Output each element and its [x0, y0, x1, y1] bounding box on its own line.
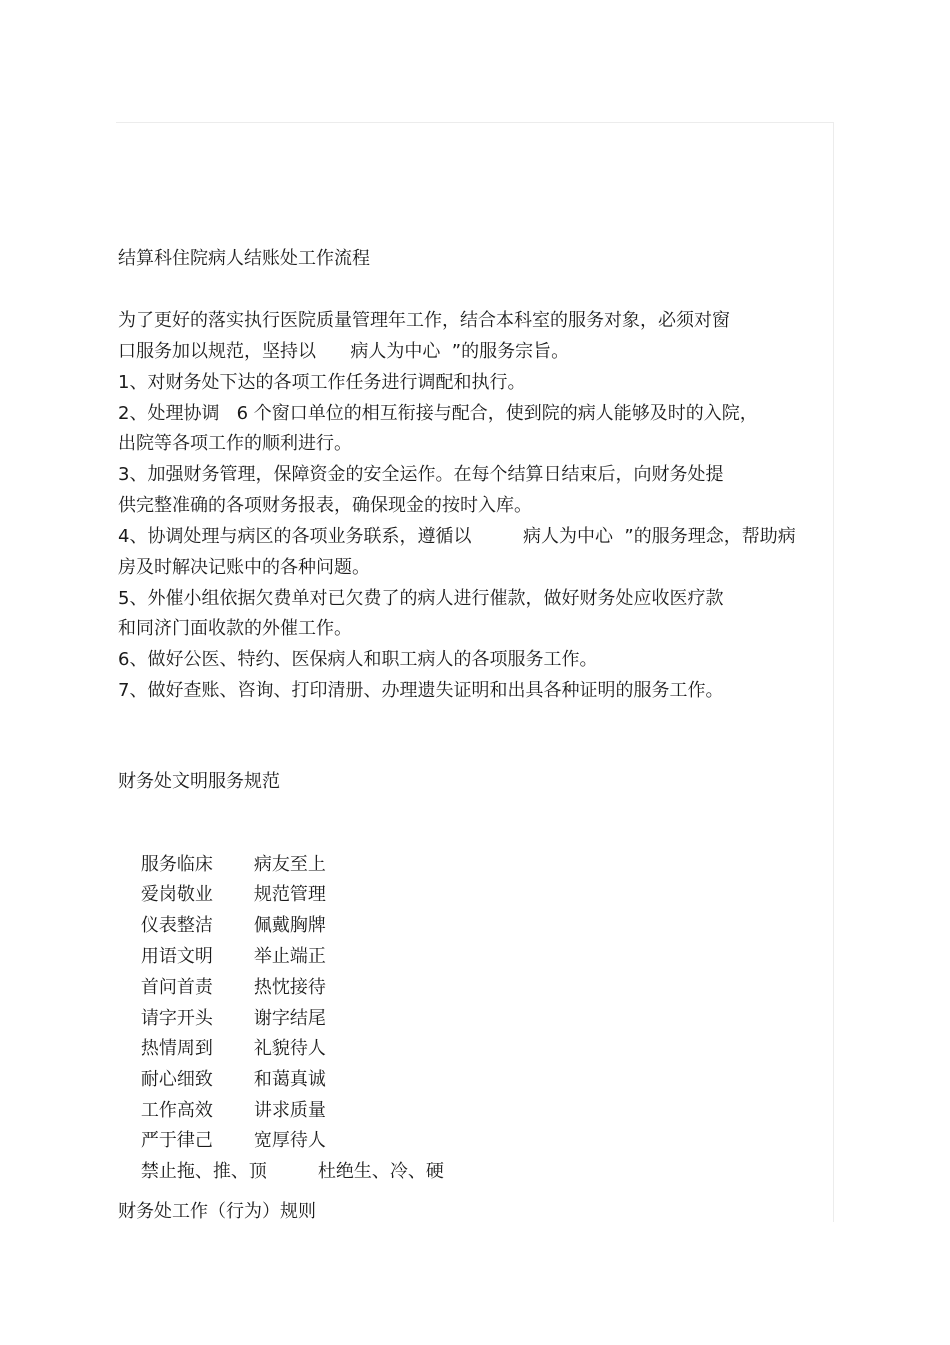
standard-left: 仪表整洁 — [140, 915, 213, 936]
standard-right: 规范管理 — [253, 884, 326, 905]
workflow-item-1: 1、对财务处下达的各项工作任务进行调配和执行。 — [118, 372, 526, 393]
standard-left: 工作高效 — [140, 1100, 213, 1121]
standard-right: 谢字结尾 — [253, 1008, 326, 1029]
section-title-work-rules: 财务处工作（行为）规则 — [118, 1201, 316, 1222]
standard-right: 杜绝生、冷、硬 — [317, 1161, 444, 1182]
intro-line-1: 为了更好的落实执行医院质量管理年工作，结合本科室的服务对象，必须对窗 — [118, 310, 730, 331]
standard-left: 请字开头 — [140, 1008, 213, 1029]
standard-right: 病友至上 — [253, 854, 326, 875]
standard-right: 讲求质量 — [253, 1100, 326, 1121]
standard-left: 服务临床 — [140, 854, 213, 875]
workflow-item-3: 3、加强财务管理，保障资金的安全运作。在每个结算日结束后，向财务处提 — [118, 464, 724, 485]
workflow-item-2: 2、处理协调 6 个窗口单位的相互衔接与配合，使到院的病人能够及时的入院， — [118, 403, 758, 424]
section-title-service-standards: 财务处文明服务规范 — [118, 771, 280, 792]
standard-left: 耐心细致 — [140, 1069, 213, 1090]
workflow-item-4-cont: 房及时解决记账中的各种问题。 — [118, 557, 370, 578]
standard-left: 用语文明 — [140, 946, 213, 967]
standard-left: 热情周到 — [140, 1038, 213, 1059]
workflow-item-4: 4、协调处理与病区的各项业务联系，遵循以 病人为中心 ”的服务理念，帮助病 — [118, 526, 796, 547]
standard-left: 禁止拖、推、顶 — [140, 1161, 267, 1182]
workflow-item-5-cont: 和同济门面收款的外催工作。 — [118, 618, 352, 639]
workflow-item-3-cont: 供完整准确的各项财务报表，确保现金的按时入库。 — [118, 495, 532, 516]
standard-left: 爱岗敬业 — [140, 884, 213, 905]
standard-right: 礼貌待人 — [253, 1038, 326, 1059]
standard-right: 热忱接待 — [253, 977, 326, 998]
workflow-item-5: 5、外催小组依据欠费单对已欠费了的病人进行催款，做好财务处应收医疗款 — [118, 588, 724, 609]
intro-line-2: 口服务加以规范，坚持以 病人为中心 ”的服务宗旨。 — [118, 341, 570, 362]
standard-right: 和蔼真诚 — [253, 1069, 326, 1090]
workflow-item-7: 7、做好查账、咨询、打印清册、办理遗失证明和出具各种证明的服务工作。 — [118, 680, 724, 701]
standard-left: 严于律己 — [140, 1130, 213, 1151]
workflow-item-6: 6、做好公医、特约、医保病人和职工病人的各项服务工作。 — [118, 649, 598, 670]
standard-right: 佩戴胸牌 — [253, 915, 326, 936]
standard-right: 举止端正 — [253, 946, 326, 967]
workflow-item-2-cont: 出院等各项工作的顺利进行。 — [118, 433, 352, 454]
standard-row — [118, 1139, 444, 1205]
standard-left: 首问首责 — [140, 977, 213, 998]
standard-right: 宽厚待人 — [253, 1130, 326, 1151]
section-title-workflow: 结算科住院病人结账处工作流程 — [118, 248, 370, 269]
